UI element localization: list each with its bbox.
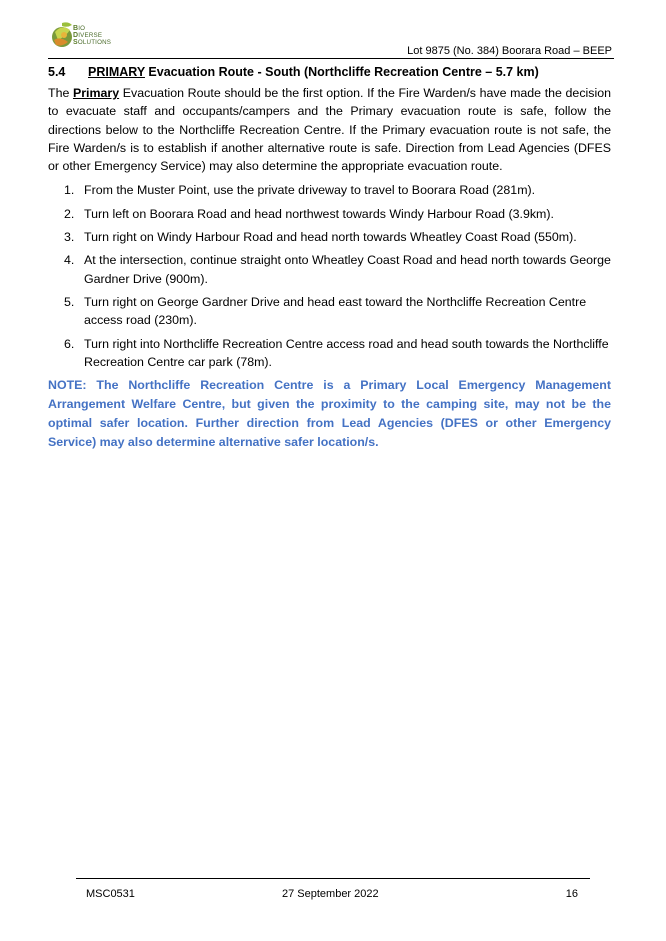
step-number: 2. [64,206,75,221]
company-logo [50,20,120,54]
intro-paragraph: The Primary Evacuation Route should be the first option. If the Fire Warden/s have made the decision to evacuate staff and occupants/campers and the Primary evacuation route is safe, follow the directions below to the Northcliffe Recreation Centre. If the Primary evacuation route is not safe, the Fire Warden/s is to establish if another alternative route is safe. Direction from Lead Agencies (DFES or other Emergency Service) may also determine the appropriate evacuation route. [48,86,611,174]
step-number: 3. [64,230,75,245]
step-text: At the intersection, continue straight onto Wheatley Coast Road and head north towards George Gardner Drive (900m). [84,253,611,286]
footer-divider [76,878,590,879]
list-item [48,205,611,223]
step-text: Turn right on Windy Harbour Road and head north towards Wheatley Coast Road (550m). [84,230,577,245]
step-text: Turn right on George Gardner Drive and head east toward the Northcliffe Recreation Centre access road (230m). [84,294,587,328]
step-text: From the Muster Point, use the private driveway to travel to Boorara Road (281m). [84,183,536,198]
section-heading [48,65,539,79]
directions-list [48,181,611,371]
note-paragraph: NOTE: The Northcliffe Recreation Centre is a Primary Local Emergency Management Arrangement Welfare Centre, but given the proximity to the camping site, may not be the optimal safer location. Further direction from Lead Agencies (DFES or other Emergency Service) may also determine alternative safer location/s. [48,378,611,450]
section-title: Evacuation Route - South (Northcliffe Recreation Centre – 5.7 km) [144,65,539,79]
list-item [48,335,611,372]
section-number: 5.4 [48,65,66,79]
step-text: Turn left on Boorara Road and head northwest towards Windy Harbour Road (3.9km). [84,206,554,221]
section-title-emphasis: PRIMARY [88,65,145,79]
document-title: Lot 9875 (No. 384) Boorara Road – BEEP [407,45,612,57]
page-number: 16 [565,888,578,900]
list-item [48,228,611,246]
footer-doc-code: MSC0531 [86,888,135,900]
list-item [48,251,611,288]
step-text: Turn right into Northcliffe Recreation Centre access road and head south towards the Northcliffe Recreation Centre car park (78m). [84,336,609,369]
leaf-globe-icon [50,20,74,50]
header-divider [48,58,614,59]
list-item [48,181,611,199]
step-number: 5. [64,294,75,309]
footer-date: 27 September 2022 [282,888,379,900]
list-item [48,293,611,330]
logo-wordmark: BIO DIVERSE SOLUTIONS [73,25,112,46]
step-number: 6. [64,336,75,351]
primary-emphasis: Primary [72,86,120,100]
page-body [48,84,611,452]
step-number: 4. [64,253,75,268]
step-number: 1. [64,183,75,198]
